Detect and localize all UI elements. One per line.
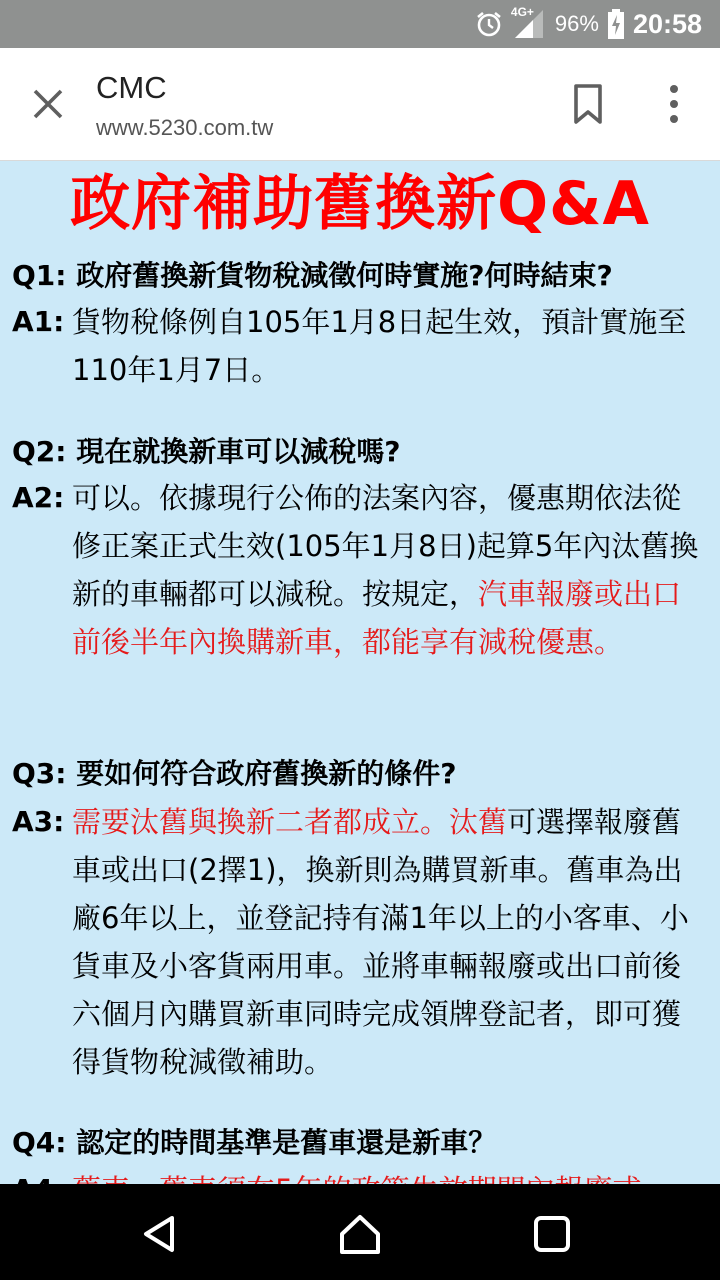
answer-2-text: 可以。依據現行公佈的法案內容，優惠期依法從修正案正式生效(105年1月8日)起算5年內汰舊換新的車輛都可以減稅。按規定， xyxy=(72,481,699,611)
network-type: 4G+ xyxy=(510,5,534,19)
close-button[interactable] xyxy=(22,78,74,130)
answer-2 xyxy=(72,474,702,666)
answer-label-1: A1: xyxy=(12,305,65,338)
answer-label-2: A2: xyxy=(12,481,65,514)
signal-icon xyxy=(510,5,547,40)
home-button[interactable] xyxy=(332,1206,388,1262)
close-icon xyxy=(33,89,63,119)
recents-button[interactable] xyxy=(524,1206,580,1262)
more-options-button[interactable] xyxy=(656,82,692,126)
page-url: www.5230.com.tw xyxy=(96,115,274,140)
status-bar xyxy=(0,0,720,48)
answer-3 xyxy=(72,798,702,1086)
battery-charging-icon xyxy=(607,9,625,39)
home-icon xyxy=(336,1210,384,1258)
back-button[interactable] xyxy=(132,1206,188,1262)
battery-percent: 96% xyxy=(554,11,599,36)
answer-2-highlight: 汽車報廢或出口前後半年內換購新車，都能享有減稅優惠。 xyxy=(72,577,682,659)
status-icons xyxy=(475,0,702,48)
navigation-bar xyxy=(0,1184,720,1280)
article-title: 政府補助舊換新Q&A xyxy=(70,169,650,239)
more-vert-icon xyxy=(656,82,692,126)
clock: 20:58 xyxy=(632,8,702,39)
answer-3-highlight: 需要汰舊與換新二者都成立。汰舊 xyxy=(72,805,508,839)
alarm-icon xyxy=(475,10,503,38)
page-title: CMC xyxy=(96,70,167,105)
custom-tab-toolbar xyxy=(0,48,720,161)
answer-label-3: A3: xyxy=(12,805,65,838)
web-content[interactable] xyxy=(0,161,720,1183)
answer-1 xyxy=(72,298,702,394)
bookmark-icon xyxy=(568,82,608,126)
answer-1-text: 貨物稅條例自105年1月8日起生效，預計實施至110年1月7日。 xyxy=(72,305,687,387)
answer-3-text: 可選擇報廢舊車或出口(2擇1)，換新則為購買新車。舊車為出廠6年以上，並登記持有滿1年以上的小客車、小貨車及小客貨兩用車。並將車輛報廢或出口前後六個月內購買新車同時完成領牌登記者，即可獲得貨物稅減徵補助。 xyxy=(72,805,689,1079)
question-1: Q1: 政府舊換新貨物稅減徵何時實施?何時結束? xyxy=(12,259,613,292)
bookmark-button[interactable] xyxy=(568,82,608,126)
question-4: Q4: 認定的時間基準是舊車還是新車？ xyxy=(12,1126,497,1159)
recents-icon xyxy=(528,1210,576,1258)
question-3: Q3: 要如何符合政府舊換新的條件? xyxy=(12,757,457,790)
back-icon xyxy=(136,1210,184,1258)
question-2: Q2: 現在就換新車可以減稅嗎? xyxy=(12,435,401,468)
